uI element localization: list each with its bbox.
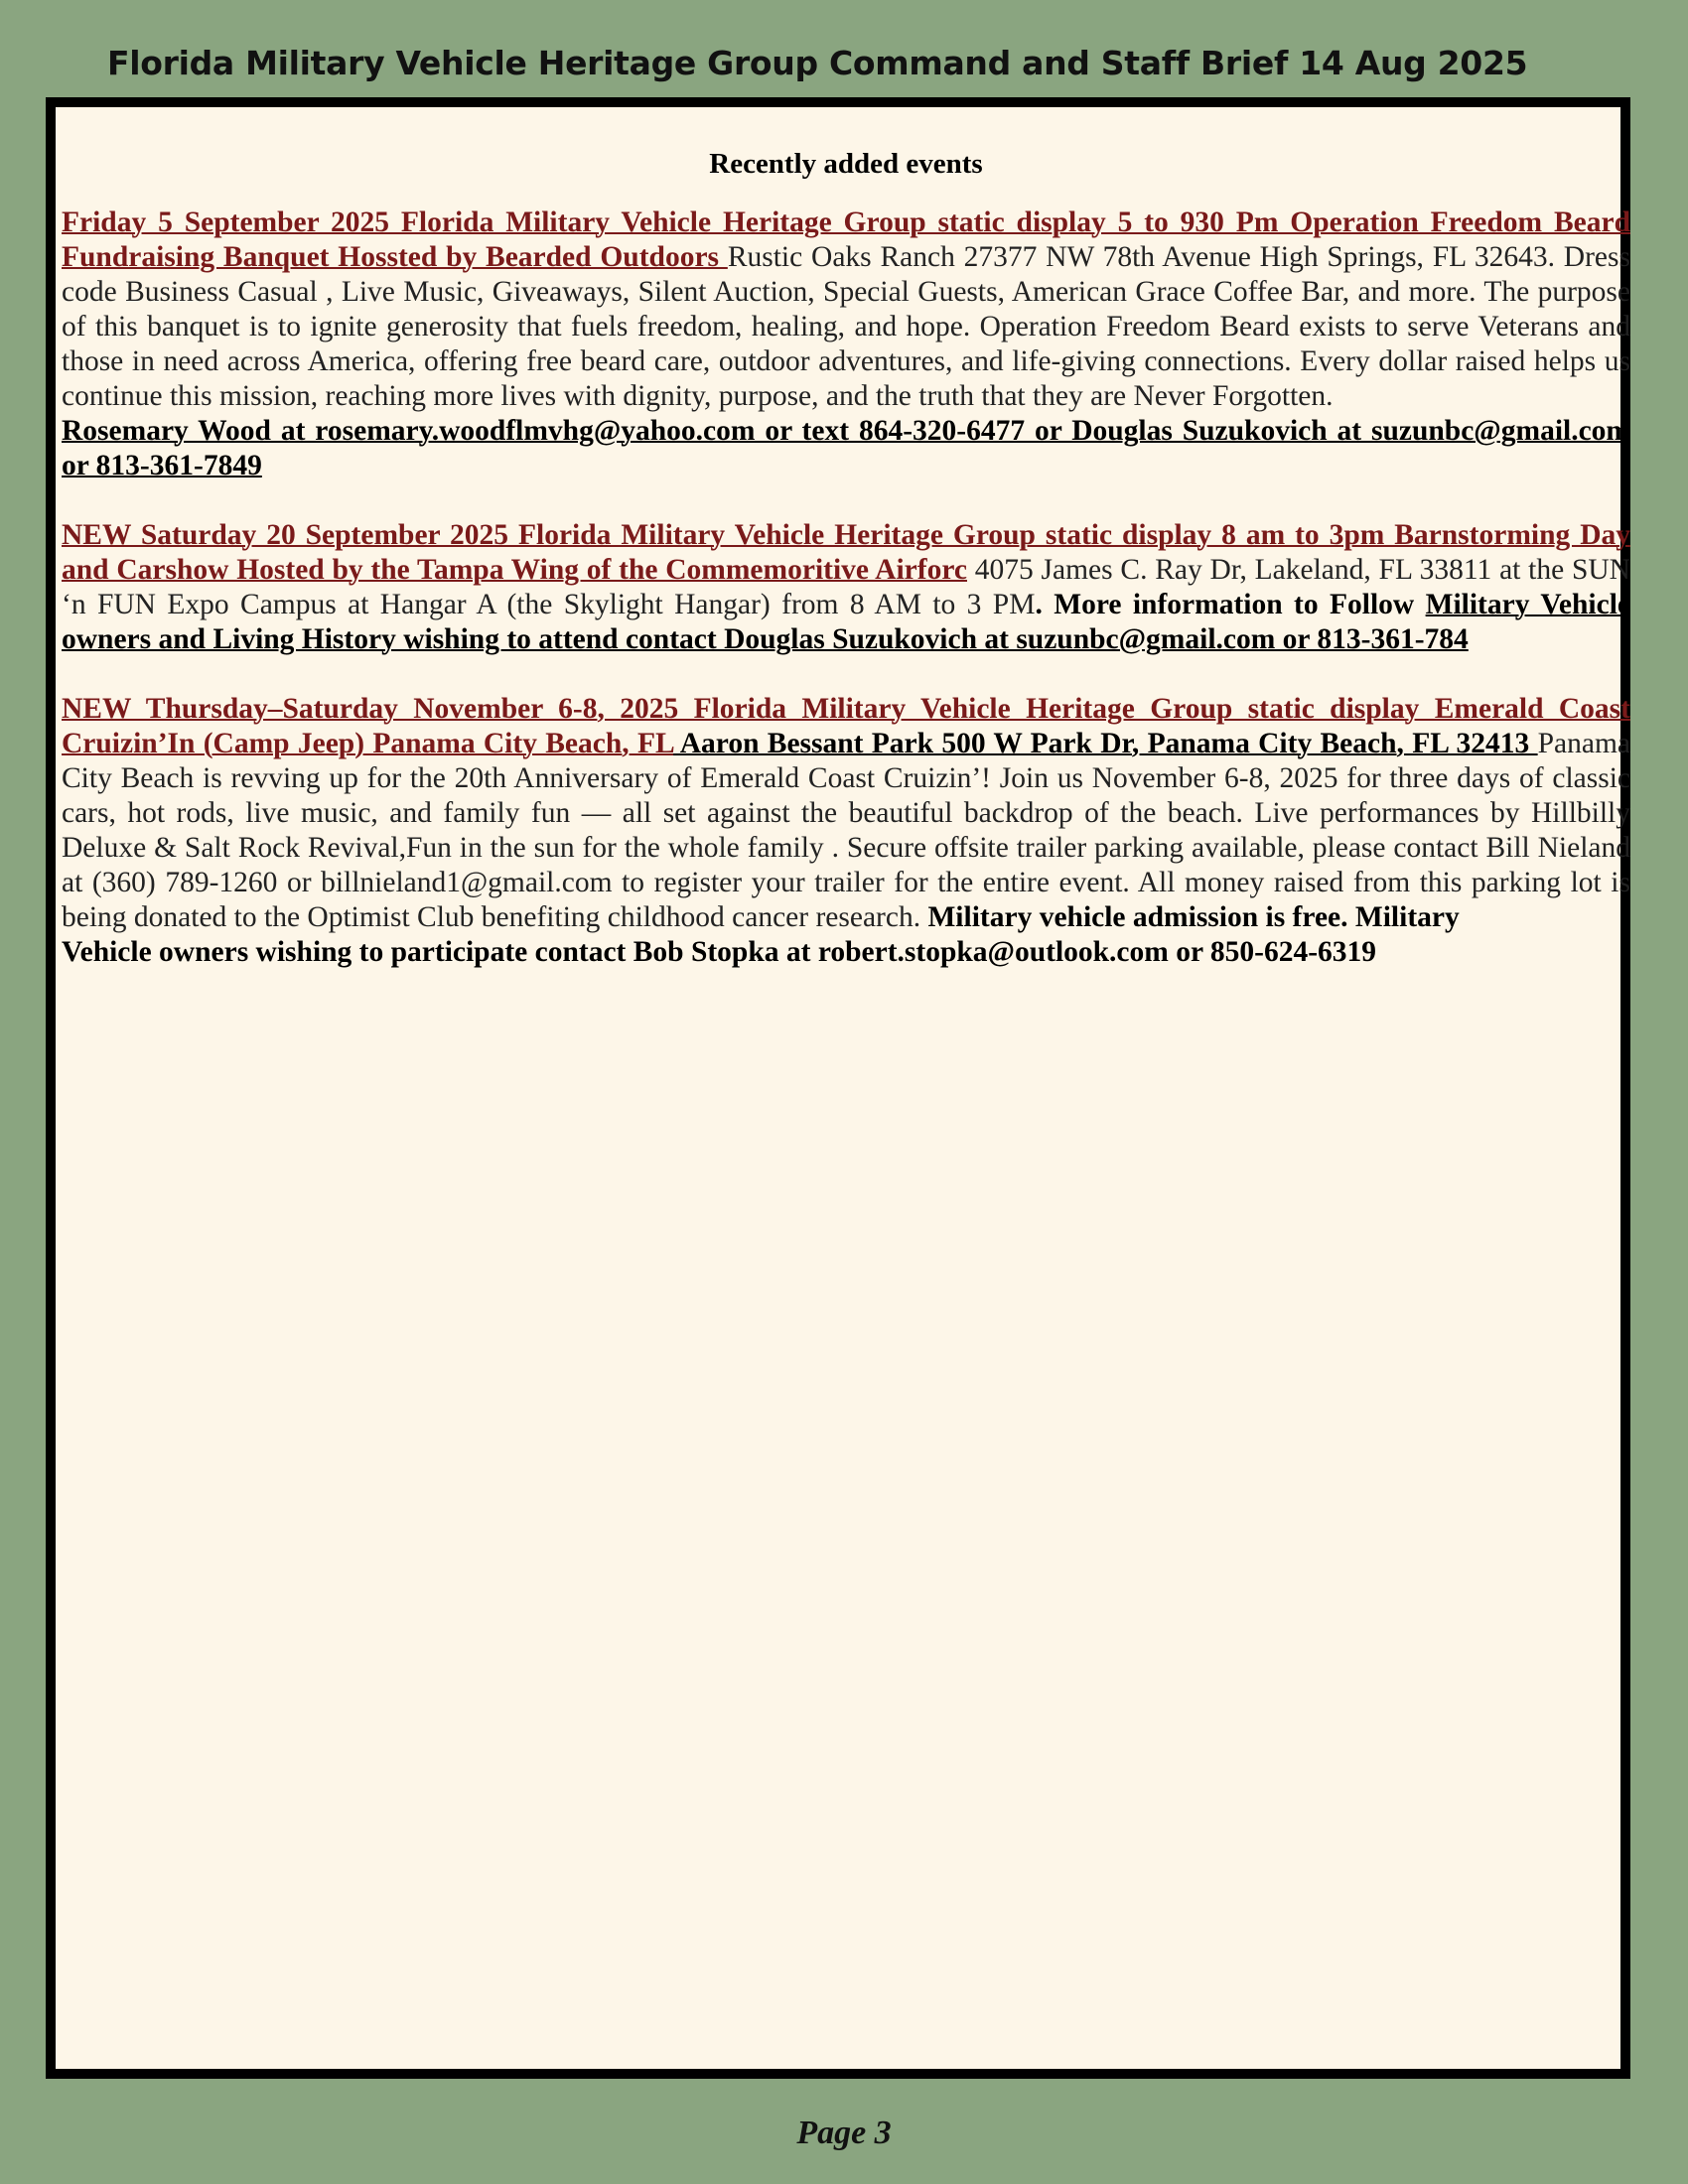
- event-2-body-period: .: [1035, 589, 1043, 620]
- event-item-2: [62, 518, 1630, 657]
- event-3-admission: Military vehicle admission is free. Military: [927, 901, 1460, 933]
- event-2-body: 4075 James C. Ray Dr, Lakeland, FL 33811 at the SUN ‘n FUN Expo Campus at Hangar A (the Skylight Hangar) from 8 AM to 3 PM: [62, 554, 1630, 620]
- event-3-headline[interactable]: NEW Thursday–Saturday November 6-8, 2025 Florida Military Vehicle Heritage Group static display Emerald Coast Cruizin’In (Camp Jeep) Panama City Beach, FL: [62, 693, 1630, 759]
- event-2-headline[interactable]: NEW Saturday 20 September 2025 Florida Military Vehicle Heritage Group static display 8 am to 3pm Barnstorming Day and Carshow Hosted by the Tampa Wing of the Commemoritive Airforc: [62, 519, 1630, 586]
- events-content: [62, 147, 1630, 1005]
- content-panel: [56, 107, 1631, 2069]
- event-2-more-info: More information to Follow: [1042, 589, 1426, 620]
- section-title: Recently added events: [709, 148, 983, 180]
- content-frame: [46, 97, 1630, 2079]
- event-3-contact: Vehicle owners wishing to participate contact Bob Stopka at robert.stopka@outlook.com or 850-624-6319: [62, 936, 1377, 968]
- event-item-1: [62, 205, 1630, 483]
- event-3-location[interactable]: Aaron Bessant Park 500 W Park Dr, Panama City Beach, FL 32413: [673, 728, 1538, 759]
- page-header-title: Florida Military Vehicle Heritage Group Command and Staff Brief 14 Aug 2025: [107, 44, 1528, 82]
- page-number: Page 3: [796, 2115, 892, 2151]
- event-1-body: Rustic Oaks Ranch 27377 NW 78th Avenue High Springs, FL 32643. Dress code Business Casual , Live Music, Giveaways, Silent Auction, Special Guests, American Grace Coffee Bar, and more. The purpose of this banquet is to ignite generosity that fuels freedom, healing, and hope. Operation Freedom Beard exists to serve Veterans and those in need across America, offering free beard care, outdoor adventures, and life-giving connections. Every dollar raised helps us continue this mission, reaching more lives with dignity, purpose, and the truth that they are Never Forgotten.: [62, 241, 1630, 412]
- event-item-3: [62, 692, 1630, 970]
- event-3-body: Panama City Beach is revving up for the 20th Anniversary of Emerald Coast Cruizin’! Join us November 6-8, 2025 for three days of classic cars, hot rods, live music, and family fun — all set against the beautiful backdrop of the beach. Live performances by Hillbilly Deluxe & Salt Rock Revival,Fun in the sun for the whole family . Secure offsite trailer parking available, please contact Bill Nieland at (360) 789-1260 or billnieland1@gmail.com to register your trailer for the entire event. All money raised from this parking lot is being donated to the Optimist Club benefiting childhood cancer research.: [62, 728, 1631, 933]
- event-1-contact[interactable]: Rosemary Wood at rosemary.woodflmvhg@yahoo.com or text 864-320-6477 or Douglas Suzukovich at suzunbc@gmail.com or 813-361-7849: [62, 415, 1630, 481]
- event-1-headline[interactable]: Friday 5 September 2025 Florida Military Vehicle Heritage Group static display 5 to 930 Pm Operation Freedom Beard Fundraising Banquet Hossted by Bearded Outdoors: [62, 206, 1630, 273]
- event-2-contact[interactable]: Military Vehicle owners and Living History wishing to attend contact Douglas Suzukovich at suzunbc@gmail.com or 813-361-784: [62, 589, 1630, 655]
